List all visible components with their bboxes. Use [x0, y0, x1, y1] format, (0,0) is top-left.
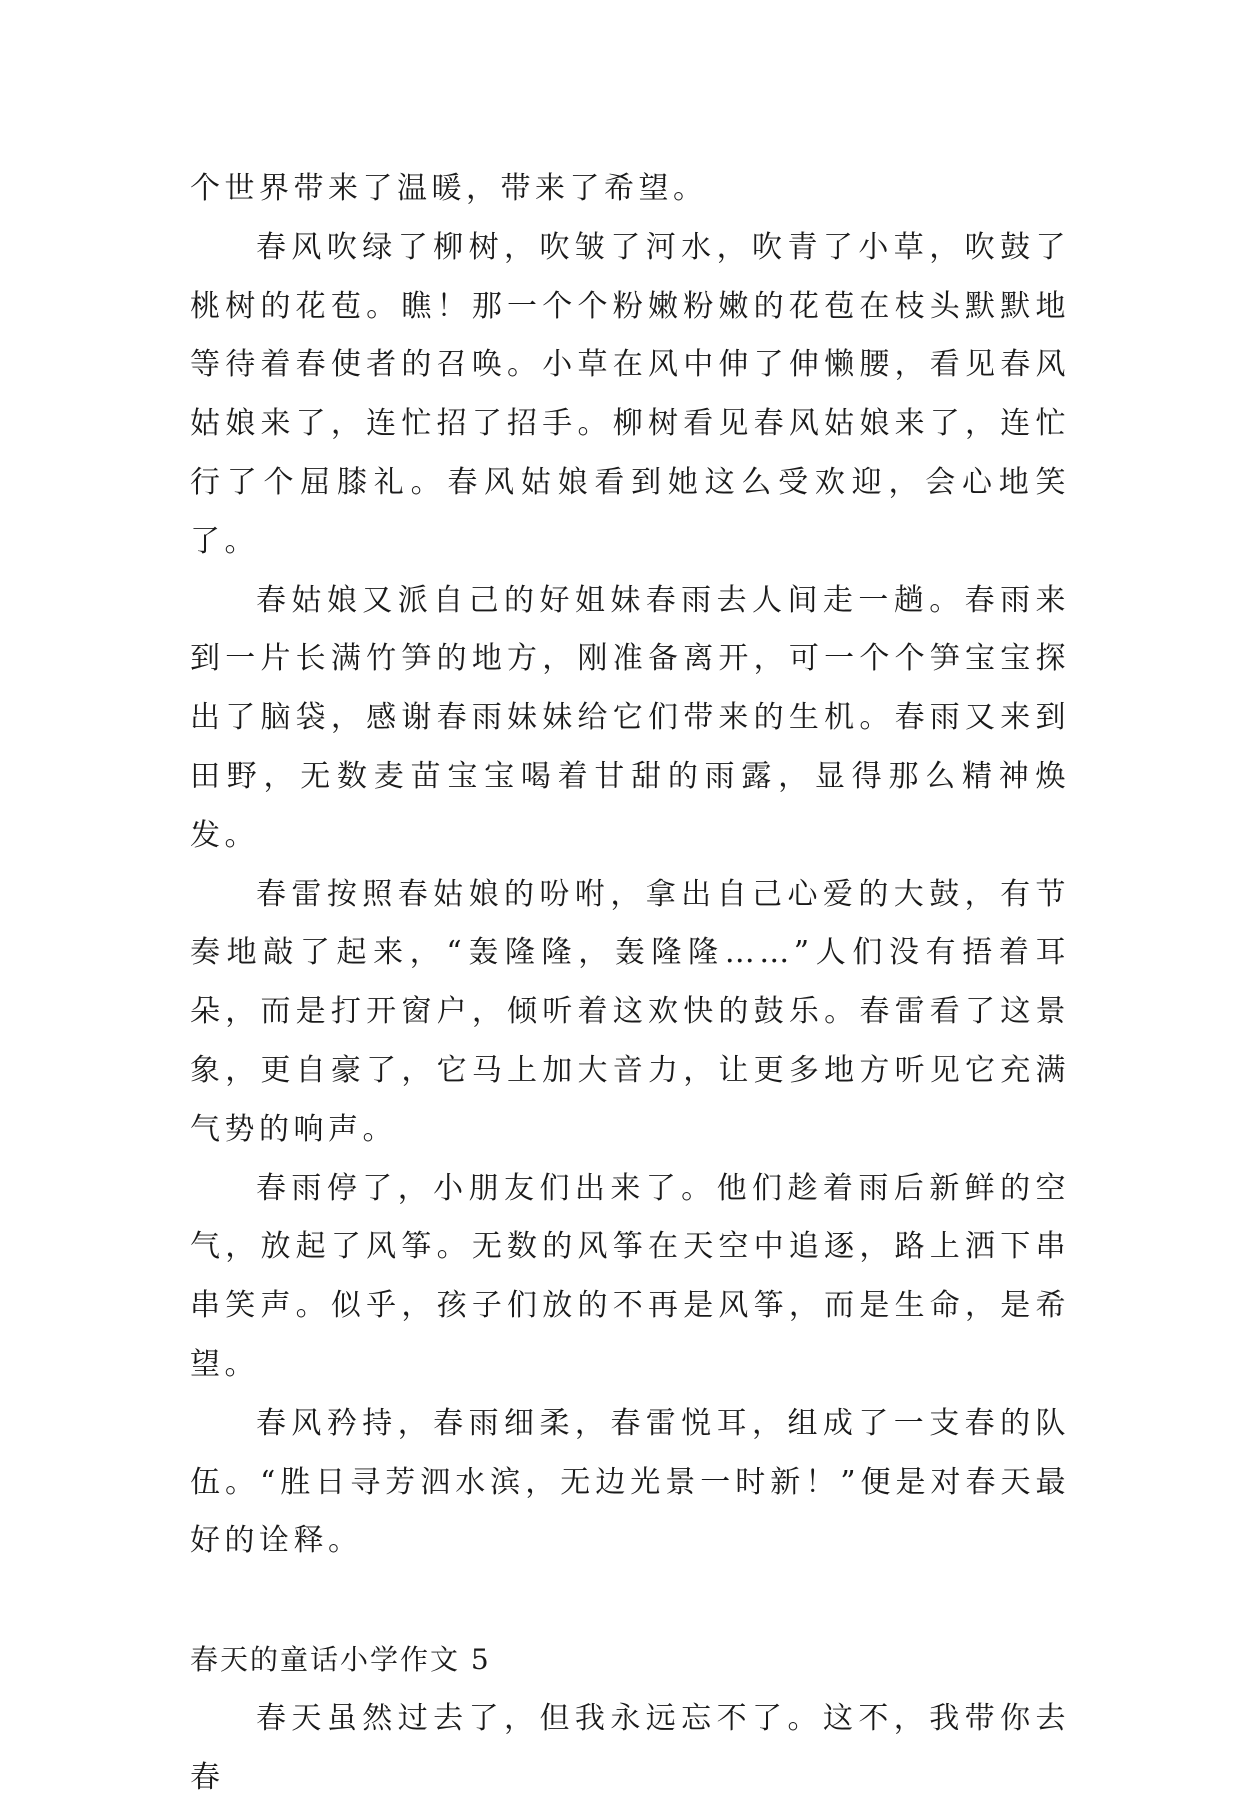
paragraph-continuation: 个世界带来了温暖，带来了希望。 [190, 171, 708, 206]
paragraph-conclusion: 春风矜持，春雨细柔，春雷悦耳，组成了一支春的队伍。“胜日寻芳泗水滨，无边光景一时新！”便是对春天最好的诠释。 [190, 1405, 1070, 1559]
paragraph-spring-thunder: 春雷按照春姑娘的吩咐，拿出自己心爱的大鼓，有节奏地敲了起来，“轰隆隆，轰隆隆……”人们没有捂着耳朵，而是打开窗户，倾听着这欢快的鼓乐。春雷看了这景象，更自豪了，它马上加大音力，让更多地方听见它充满气势的响声。 [190, 876, 1070, 1147]
paragraph-kites: 春雨停了，小朋友们出来了。他们趁着雨后新鲜的空气，放起了风筝。无数的风筝在天空中追逐，路上洒下串串笑声。似乎，孩子们放的不再是风筝，而是生命，是希望。 [190, 1170, 1070, 1382]
section-heading: 春天的童话小学作文 5 [190, 1643, 491, 1677]
document-body [190, 160, 1070, 1808]
paragraph-spring-wind: 春风吹绿了柳树，吹皱了河水，吹青了小草，吹鼓了桃树的花苞。瞧！那一个个粉嫩粉嫩的花苞在枝头默默地等待着春使者的召唤。小草在风中伸了伸懒腰，看见春风姑娘来了，连忙招了招手。柳树看见春风姑娘来了，连忙行了个屈膝礼。春风姑娘看到她这么受欢迎，会心地笑了。 [190, 229, 1070, 559]
paragraph-spring-rain: 春姑娘又派自己的好姐妹春雨去人间走一趟。春雨来到一片长满竹笋的地方，刚准备离开，可一个个笋宝宝探出了脑袋，感谢春雨妹妹给它们带来的生机。春雨又来到田野，无数麦苗宝宝喝着甘甜的雨露，显得那么精神焕发。 [190, 582, 1070, 853]
paragraph-new-essay-start: 春天虽然过去了，但我永远忘不了。这不，我带你去春 [190, 1700, 1070, 1795]
section-gap [190, 1571, 1070, 1631]
